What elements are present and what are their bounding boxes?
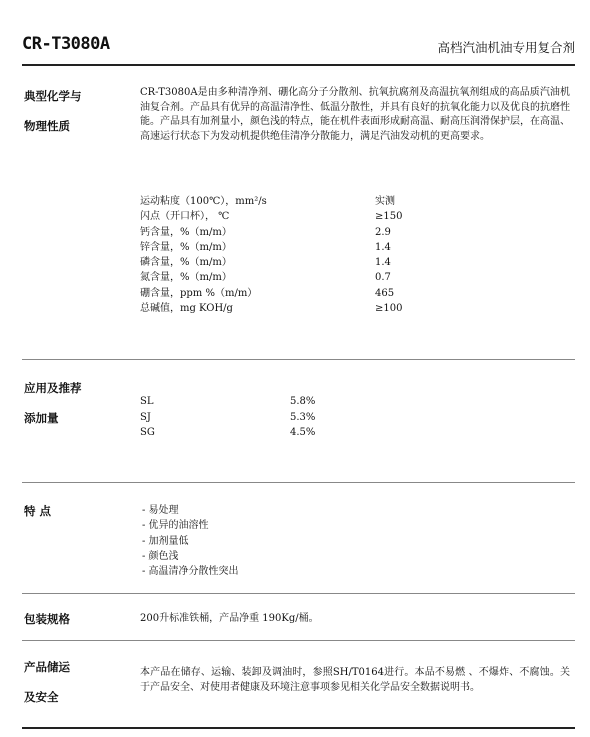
property-row [140, 194, 440, 209]
dosage-grade: SL [140, 396, 154, 407]
storage-text: 本产品在储存、运输、装卸及调油时，参照SH/T0164进行。本品不易燃 、不爆炸、不腐蚀。关于产品安全、对使用者健康及环境注意事项参见相关化学品安全数据说明书。 [140, 667, 570, 693]
dosage-table [140, 394, 340, 441]
property-name: 闪点（开口杯）， ℃ [140, 211, 230, 223]
section-divider [22, 593, 575, 594]
product-code: CR-T3080A [22, 34, 110, 54]
property-row [140, 301, 440, 316]
dosage-grade: SG [140, 427, 155, 438]
packaging-text: 200升标准铁桶，产品净重 190Kg/桶。 [140, 613, 319, 624]
section-label-typical-line1: 典型化学与 [24, 89, 82, 103]
property-name: 锌含量，%（m/m） [140, 241, 232, 253]
property-value: 465 [375, 287, 395, 299]
section-divider [22, 359, 575, 360]
property-row [140, 209, 440, 224]
dosage-row [140, 425, 340, 441]
header-rule [22, 64, 575, 66]
property-name: 氮含量，%（m/m） [140, 272, 232, 284]
property-name: 磷含量，%（m/m） [140, 257, 232, 269]
section-label-typical-line2: 物理性质 [24, 119, 70, 133]
dosage-value: 4.5% [290, 427, 316, 438]
section-label-packaging: 包装规格 [24, 612, 70, 626]
product-description: CR-T3080A是由多种清净剂、硼化高分子分散剂、抗氧抗腐剂及高温抗氧剂组成的高品质汽油机油复合剂。产品具有优异的高温清净性、低温分散性，并具有良好的抗氧化能力以及优良的抗磨性能。产品具有加剂量小，颜色浅的特点，能在机件表面形成耐高温、耐高压润滑保护层，在高温、高速运行状态下为发动机提供绝佳清净分散能力，满足汽油发动机的更高要求。 [140, 87, 570, 142]
properties-table [140, 194, 440, 316]
property-value: 1.4 [375, 257, 391, 269]
property-row [140, 286, 440, 301]
property-value: 0.7 [375, 272, 391, 284]
section-divider [22, 640, 575, 641]
property-name: 运动粘度（100℃），mm²/s [140, 196, 267, 207]
list-item: - 颜色浅 [142, 550, 179, 562]
property-value: ≥150 [375, 211, 403, 223]
dosage-row [140, 410, 340, 426]
product-title: 高档汽油机油专用复合剂 [437, 40, 575, 55]
section-divider [22, 482, 575, 483]
property-name: 硼含量，ppm %（m/m） [140, 287, 258, 299]
property-value: ≥100 [375, 303, 403, 315]
section-label-features: 特 点 [24, 504, 52, 518]
property-row [140, 240, 440, 255]
property-value: 2.9 [375, 226, 391, 238]
dosage-grade: SJ [140, 411, 151, 423]
list-item: - 易处理 [142, 505, 179, 516]
document-header [22, 34, 575, 60]
list-item: - 加剂量低 [142, 535, 189, 547]
section-label-application-line2: 添加量 [24, 411, 59, 425]
list-item: - 高温清净分散性突出 [142, 566, 239, 578]
property-name: 钙含量，%（m/m） [140, 226, 232, 238]
property-row [140, 225, 440, 240]
property-row [140, 270, 440, 285]
section-label-storage-line2: 及安全 [24, 690, 59, 704]
property-value: 1.4 [375, 241, 391, 253]
dosage-value: 5.3% [290, 411, 316, 423]
property-value: 实测 [375, 196, 395, 207]
list-item: - 优异的油溶性 [142, 520, 209, 532]
section-label-application-line1: 应用及推荐 [24, 381, 82, 395]
footer-rule [22, 727, 575, 729]
property-name: 总碱值，mg KOH/g [140, 303, 233, 315]
dosage-value: 5.8% [290, 396, 316, 407]
dosage-row [140, 394, 340, 410]
property-row [140, 255, 440, 270]
feature-list [142, 503, 239, 579]
section-label-storage-line1: 产品储运 [24, 660, 70, 674]
